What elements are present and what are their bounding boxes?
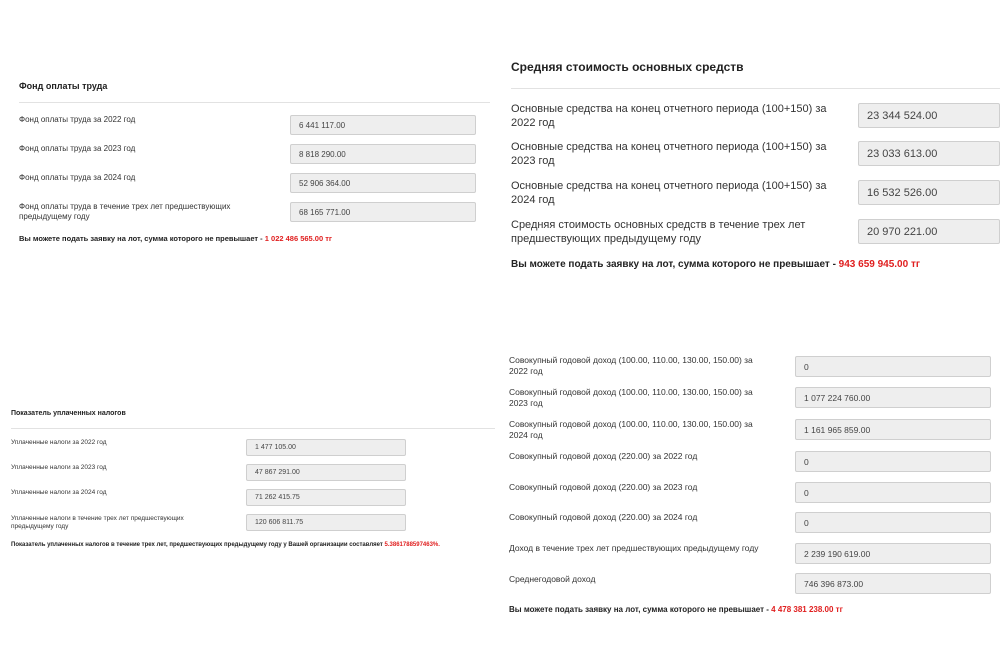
income-label-total: Доход в течение трех лет предшествующих предыдущему году	[509, 543, 759, 553]
wage-fund-label-2023: Фонд оплаты труда за 2023 год	[19, 144, 136, 153]
taxes-input-2024[interactable]: 71 262 415.75	[246, 489, 406, 506]
income-220-input-2024[interactable]: 0	[795, 512, 991, 533]
income-input-average[interactable]: 746 396 873.00	[795, 573, 991, 594]
fixed-assets-label-2023: Основные средства на конец отчетного периода (100+150) за 2023 год	[511, 141, 827, 167]
wage-fund-label-2024: Фонд оплаты труда за 2024 год	[19, 173, 136, 182]
fixed-assets-input-2022[interactable]: 23 344 524.00	[858, 103, 1000, 128]
wage-fund-input-total[interactable]: 68 165 771.00	[290, 202, 476, 222]
income-input-2023[interactable]: 1 077 224 760.00	[795, 387, 991, 408]
wage-fund-divider	[19, 102, 490, 103]
taxes-label-2023: Уплаченные налоги за 2023 год	[11, 464, 107, 471]
wage-fund-limit-note: Вы можете подать заявку на лот, сумма которого не превышает - 1 022 486 565.00 тг	[19, 234, 333, 243]
income-label-2022: Совокупный годовой доход (100.00, 110.00, 130.00, 150.00) за 2022 год	[509, 355, 753, 376]
taxes-share-note: Показатель уплаченных налогов в течение трех лет, предшествующих предыдущему году у Вашей организации составляет 5.3861788597463%.	[11, 542, 440, 548]
taxes-share-amount: 5.3861788597463%.	[384, 542, 440, 548]
taxes-label-2022: Уплаченные налоги за 2022 год	[11, 439, 107, 446]
income-input-2024[interactable]: 1 161 965 859.00	[795, 419, 991, 440]
income-220-input-2022[interactable]: 0	[795, 451, 991, 472]
fixed-assets-label-average: Средняя стоимость основных средств в течение трех лет предшествующих предыдущему году	[511, 219, 806, 245]
fixed-assets-input-2024[interactable]: 16 532 526.00	[858, 180, 1000, 205]
taxes-input-total[interactable]: 120 606 811.75	[246, 514, 406, 531]
fixed-assets-limit-note: Вы можете подать заявку на лот, сумма которого не превышает - 943 659 945.00 тг	[511, 259, 921, 270]
taxes-input-2023[interactable]: 47 867 291.00	[246, 464, 406, 481]
wage-fund-input-2024[interactable]: 52 906 364.00	[290, 173, 476, 193]
taxes-label-2024: Уплаченные налоги за 2024 год	[11, 489, 107, 496]
income-limit-note: Вы можете подать заявку на лот, сумма которого не превышает - 4 478 381 238.00 тг	[509, 605, 843, 614]
fixed-assets-limit-amount: 943 659 945.00 тг	[838, 259, 921, 270]
taxes-input-2022[interactable]: 1 477 105.00	[246, 439, 406, 456]
fixed-assets-input-average[interactable]: 20 970 221.00	[858, 219, 1000, 244]
fixed-assets-label-2024: Основные средства на конец отчетного периода (100+150) за 2024 год	[511, 180, 827, 206]
fixed-assets-title: Средняя стоимость основных средств	[511, 60, 744, 74]
wage-fund-limit-amount: 1 022 486 565.00 тг	[264, 234, 333, 243]
wage-fund-title: Фонд оплаты труда	[19, 81, 108, 91]
wage-fund-input-2022[interactable]: 6 441 117.00	[290, 115, 476, 135]
income-input-total[interactable]: 2 239 190 619.00	[795, 543, 991, 564]
fixed-assets-input-2023[interactable]: 23 033 613.00	[858, 141, 1000, 166]
fixed-assets-label-2022: Основные средства на конец отчетного периода (100+150) за 2022 год	[511, 103, 827, 129]
income-limit-amount: 4 478 381 238.00 тг	[771, 605, 843, 614]
income-label-2023: Совокупный годовой доход (100.00, 110.00, 130.00, 150.00) за 2023 год	[509, 387, 753, 408]
income-label-2024: Совокупный годовой доход (100.00, 110.00, 130.00, 150.00) за 2024 год	[509, 419, 753, 440]
fixed-assets-divider	[511, 88, 1000, 89]
wage-fund-input-2023[interactable]: 8 818 290.00	[290, 144, 476, 164]
wage-fund-label-2022: Фонд оплаты труда за 2022 год	[19, 115, 136, 124]
income-input-2022[interactable]: 0	[795, 356, 991, 377]
taxes-label-total: Уплаченные налоги в течение трех лет предшествующих предыдущему году	[11, 515, 184, 531]
taxes-divider	[11, 428, 495, 429]
taxes-title: Показатель уплаченных налогов	[11, 410, 126, 417]
income-220-label-2024: Совокупный годовой доход (220.00) за 2024 год	[509, 512, 698, 522]
income-220-label-2023: Совокупный годовой доход (220.00) за 2023 год	[509, 482, 698, 492]
wage-fund-label-total: Фонд оплаты труда в течение трех лет предшествующих предыдущему году	[19, 202, 231, 221]
income-220-input-2023[interactable]: 0	[795, 482, 991, 503]
income-label-average: Среднегодовой доход	[509, 574, 596, 584]
income-220-label-2022: Совокупный годовой доход (220.00) за 2022 год	[509, 451, 698, 461]
